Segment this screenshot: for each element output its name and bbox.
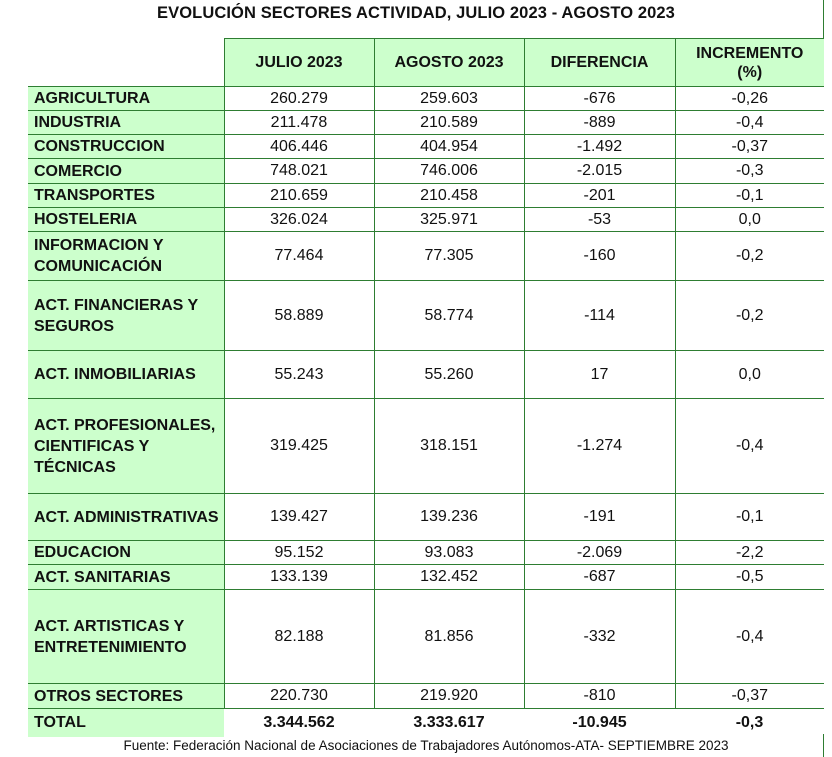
table-row: [28, 351, 824, 399]
cell-diferencia: -332: [524, 590, 675, 684]
cell-incremento: -0,3: [675, 159, 824, 184]
cell-incremento: -0,37: [675, 135, 824, 159]
header-incremento: [675, 39, 824, 87]
table-row: [28, 590, 824, 684]
cell-julio: 58.889: [224, 281, 374, 351]
cell-diferencia: -53: [524, 208, 675, 232]
cell-agosto: 93.083: [374, 541, 524, 565]
cell-agosto: 259.603: [374, 87, 524, 111]
sector-label: COMERCIO: [28, 159, 224, 184]
cell-julio: 77.464: [224, 232, 374, 281]
table-row: [28, 494, 824, 541]
cell-agosto: 58.774: [374, 281, 524, 351]
cell-incremento: -0,37: [675, 684, 824, 709]
cell-incremento: -0,2: [675, 232, 824, 281]
total-incremento: -0,3: [735, 713, 764, 731]
table-row: [28, 541, 824, 565]
cell-julio: 82.188: [224, 590, 374, 684]
header-diferencia: DIFERENCIA: [524, 39, 675, 87]
cell-diferencia: -114: [524, 281, 675, 351]
cell-julio: 326.024: [224, 208, 374, 232]
table-row: [28, 565, 824, 590]
total-label: TOTAL: [28, 709, 224, 737]
cell-diferencia: -676: [524, 87, 675, 111]
cell-incremento: 0,0: [675, 208, 824, 232]
cell-incremento: 0,0: [675, 351, 824, 399]
cell-agosto: 404.954: [374, 135, 524, 159]
cell-agosto: 132.452: [374, 565, 524, 590]
cell-julio: 260.279: [224, 87, 374, 111]
cell-incremento: -0,4: [675, 111, 824, 135]
cell-diferencia: -1.492: [524, 135, 675, 159]
sector-label: EDUCACION: [28, 541, 224, 565]
total-row: [28, 709, 824, 737]
sector-label: ACT. SANITARIAS: [28, 565, 224, 590]
cell-diferencia: -2.069: [524, 541, 675, 565]
cell-julio: 210.659: [224, 184, 374, 208]
sector-label: CONSTRUCCION: [28, 135, 224, 159]
cell-julio: 133.139: [224, 565, 374, 590]
sector-label: TRANSPORTES: [28, 184, 224, 208]
cell-julio: 211.478: [224, 111, 374, 135]
cell-diferencia: -201: [524, 184, 675, 208]
sector-label: ACT. ARTISTICAS Y ENTRETENIMIENTO: [28, 590, 224, 684]
cell-incremento: -0,1: [675, 184, 824, 208]
table-row: [28, 135, 824, 159]
sectors-table: [28, 38, 824, 737]
cell-diferencia: -191: [524, 494, 675, 541]
cell-incremento: -0,1: [675, 494, 824, 541]
table-row: [28, 208, 824, 232]
table-row: [28, 159, 824, 184]
cell-julio: 139.427: [224, 494, 374, 541]
sector-label: OTROS SECTORES: [28, 684, 224, 709]
sector-label: INFORMACION Y COMUNICACIÓN: [28, 232, 224, 281]
cell-agosto: 219.920: [374, 684, 524, 709]
sector-label: AGRICULTURA: [28, 87, 224, 111]
total-agosto: 3.333.617: [413, 713, 485, 731]
cell-diferencia: -687: [524, 565, 675, 590]
header-incremento-line1: INCREMENTO: [696, 44, 804, 62]
source-note: Fuente: Federación Nacional de Asociaciones de Trabajadores Autónomos-ATA- SEPTIEMBRE 2023: [123, 738, 729, 753]
sector-label: ACT. FINANCIERAS Y SEGUROS: [28, 281, 224, 351]
cell-agosto: 325.971: [374, 208, 524, 232]
cell-agosto: 55.260: [374, 351, 524, 399]
cell-agosto: 77.305: [374, 232, 524, 281]
cell-julio: 319.425: [224, 399, 374, 494]
total-julio: 3.344.562: [263, 713, 335, 731]
cell-incremento: -2,2: [675, 541, 824, 565]
table-row: [28, 111, 824, 135]
cell-incremento: -0,26: [675, 87, 824, 111]
border-rule: [823, 0, 824, 38]
cell-diferencia: 17: [524, 351, 675, 399]
cell-julio: 406.446: [224, 135, 374, 159]
cell-julio: 748.021: [224, 159, 374, 184]
cell-diferencia: -810: [524, 684, 675, 709]
cell-agosto: 210.458: [374, 184, 524, 208]
table-row: [28, 87, 824, 111]
table-row: [28, 399, 824, 494]
cell-incremento: -0,5: [675, 565, 824, 590]
sector-label: INDUSTRIA: [28, 111, 224, 135]
cell-agosto: 746.006: [374, 159, 524, 184]
table-title: EVOLUCIÓN SECTORES ACTIVIDAD, JULIO 2023 - AGOSTO 2023: [157, 4, 675, 22]
total-diferencia: -10.945: [572, 713, 627, 731]
cell-diferencia: -2.015: [524, 159, 675, 184]
table-row: [28, 684, 824, 709]
sector-label: ACT. ADMINISTRATIVAS: [28, 494, 224, 541]
cell-incremento: -0,4: [675, 399, 824, 494]
cell-incremento: -0,2: [675, 281, 824, 351]
cell-julio: 55.243: [224, 351, 374, 399]
sector-label: HOSTELERIA: [28, 208, 224, 232]
cell-agosto: 318.151: [374, 399, 524, 494]
table-row: [28, 232, 824, 281]
cell-diferencia: -889: [524, 111, 675, 135]
sector-label: ACT. INMOBILIARIAS: [28, 351, 224, 399]
header-incremento-line2: (%): [737, 63, 763, 81]
table-row: [28, 281, 824, 351]
cell-agosto: 81.856: [374, 590, 524, 684]
table-row: [28, 184, 824, 208]
cell-agosto: 210.589: [374, 111, 524, 135]
cell-incremento: -0,4: [675, 590, 824, 684]
cell-julio: 220.730: [224, 684, 374, 709]
cell-diferencia: -1.274: [524, 399, 675, 494]
corner-cell: [28, 39, 224, 87]
cell-agosto: 139.236: [374, 494, 524, 541]
header-julio: JULIO 2023: [224, 39, 374, 87]
header-row: [28, 39, 824, 87]
sector-label: ACT. PROFESIONALES, CIENTIFICAS Y TÉCNICAS: [28, 399, 224, 494]
header-agosto: AGOSTO 2023: [374, 39, 524, 87]
cell-julio: 95.152: [224, 541, 374, 565]
cell-diferencia: -160: [524, 232, 675, 281]
